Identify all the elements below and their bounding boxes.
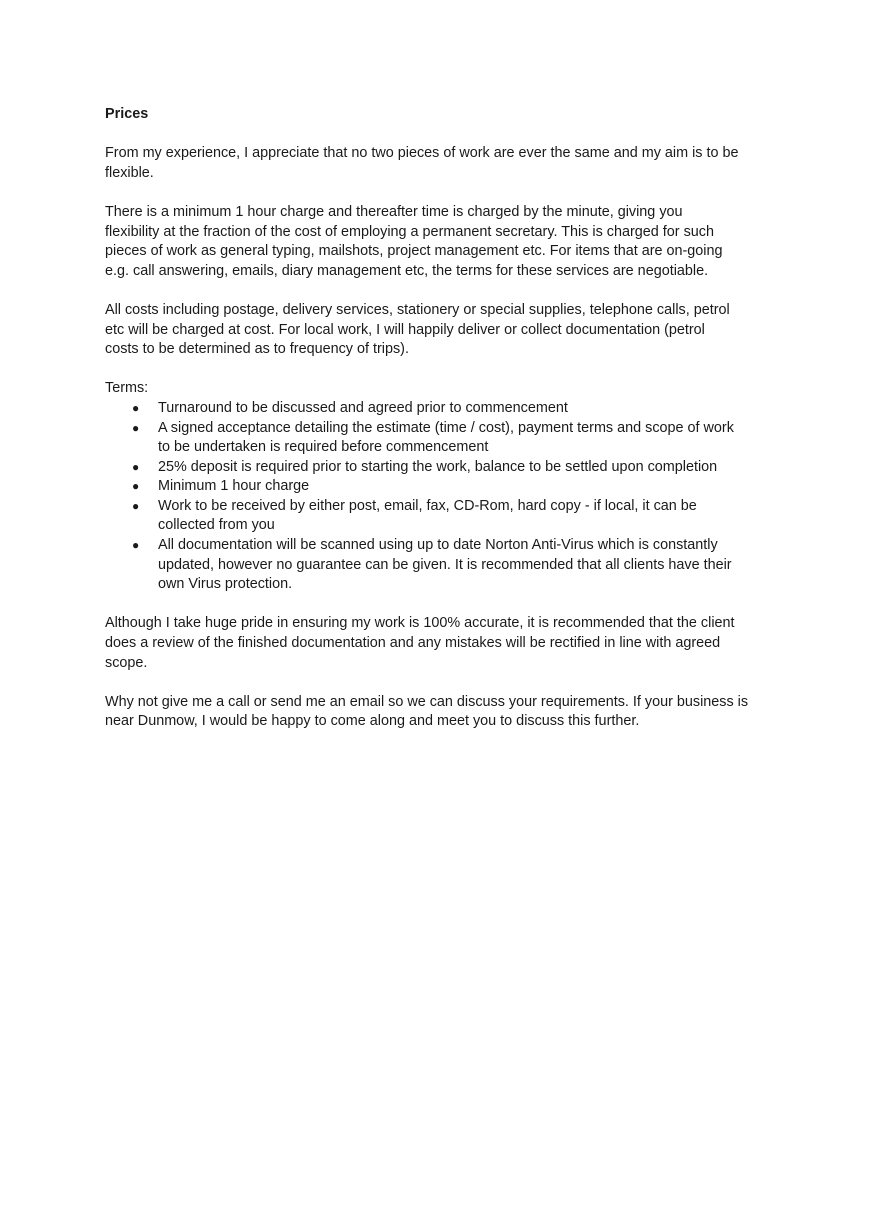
accuracy-paragraph xyxy=(105,614,770,673)
bullet-icon: ● xyxy=(132,420,140,435)
paragraph-line: From my experience, I appreciate that no two pieces of work are ever the same and my aim is to be xyxy=(105,145,739,162)
list-item-line: to be undertaken is required before commencement xyxy=(158,439,489,456)
paragraph-line: flexible. xyxy=(105,164,154,181)
list-item xyxy=(105,458,770,478)
terms-list xyxy=(105,399,770,595)
paragraph-line: scope. xyxy=(105,654,148,671)
list-item xyxy=(105,536,770,595)
paragraph-line: costs to be determined as to frequency of trips). xyxy=(105,341,409,358)
paragraph-line: e.g. call answering, emails, diary management etc, the terms for these services are negotiable. xyxy=(105,262,709,279)
list-item-line: All documentation will be scanned using up to date Norton Anti-Virus which is constantly xyxy=(158,537,718,554)
paragraph-line: Why not give me a call or send me an email so we can discuss your requirements. If your business is xyxy=(105,693,749,710)
paragraph-line: etc will be charged at cost. For local work, I will happily deliver or collect documentation (petrol xyxy=(105,321,705,338)
list-item xyxy=(105,399,770,419)
bullet-icon: ● xyxy=(132,538,140,553)
bullet-icon: ● xyxy=(132,498,140,513)
list-item-line: own Virus protection. xyxy=(158,576,293,593)
list-item xyxy=(105,419,770,458)
paragraph-line: flexibility at the fraction of the cost of employing a permanent secretary. This is charged for such xyxy=(105,223,714,240)
paragraph-line: near Dunmow, I would be happy to come along and meet you to discuss this further. xyxy=(105,713,640,730)
page-title: Prices xyxy=(105,106,149,122)
list-item-line: A signed acceptance detailing the estimate (time / cost), payment terms and scope of work xyxy=(158,419,734,436)
list-item xyxy=(105,477,770,497)
paragraph-line: pieces of work as general typing, mailshots, project management etc. For items that are on-going xyxy=(105,243,723,260)
list-item-line: Work to be received by either post, email, fax, CD-Rom, hard copy - if local, it can be xyxy=(158,497,697,514)
bullet-icon: ● xyxy=(132,479,140,494)
paragraph-line: Although I take huge pride in ensuring my work is 100% accurate, it is recommended that the client xyxy=(105,615,735,632)
list-item-line: 25% deposit is required prior to starting the work, balance to be settled upon completion xyxy=(158,458,718,475)
bullet-icon: ● xyxy=(132,459,140,474)
charges-paragraph xyxy=(105,203,770,281)
paragraph-line: All costs including postage, delivery services, stationery or special supplies, telephone calls, petrol xyxy=(105,301,730,318)
intro-paragraph xyxy=(105,144,770,183)
paragraph-line: does a review of the finished documentation and any mistakes will be rectified in line with agreed xyxy=(105,635,721,652)
bullet-icon: ● xyxy=(132,400,140,415)
document-body xyxy=(105,105,770,752)
costs-paragraph xyxy=(105,301,770,360)
contact-paragraph xyxy=(105,693,770,732)
list-item xyxy=(105,497,770,536)
terms-label: Terms: xyxy=(105,380,149,397)
list-item-line: Minimum 1 hour charge xyxy=(158,478,310,495)
list-item-line: Turnaround to be discussed and agreed prior to commencement xyxy=(158,399,568,416)
paragraph-line: There is a minimum 1 hour charge and thereafter time is charged by the minute, giving you xyxy=(105,203,683,220)
list-item-line: collected from you xyxy=(158,517,275,534)
list-item-line: updated, however no guarantee can be given. It is recommended that all clients have their xyxy=(158,556,732,573)
